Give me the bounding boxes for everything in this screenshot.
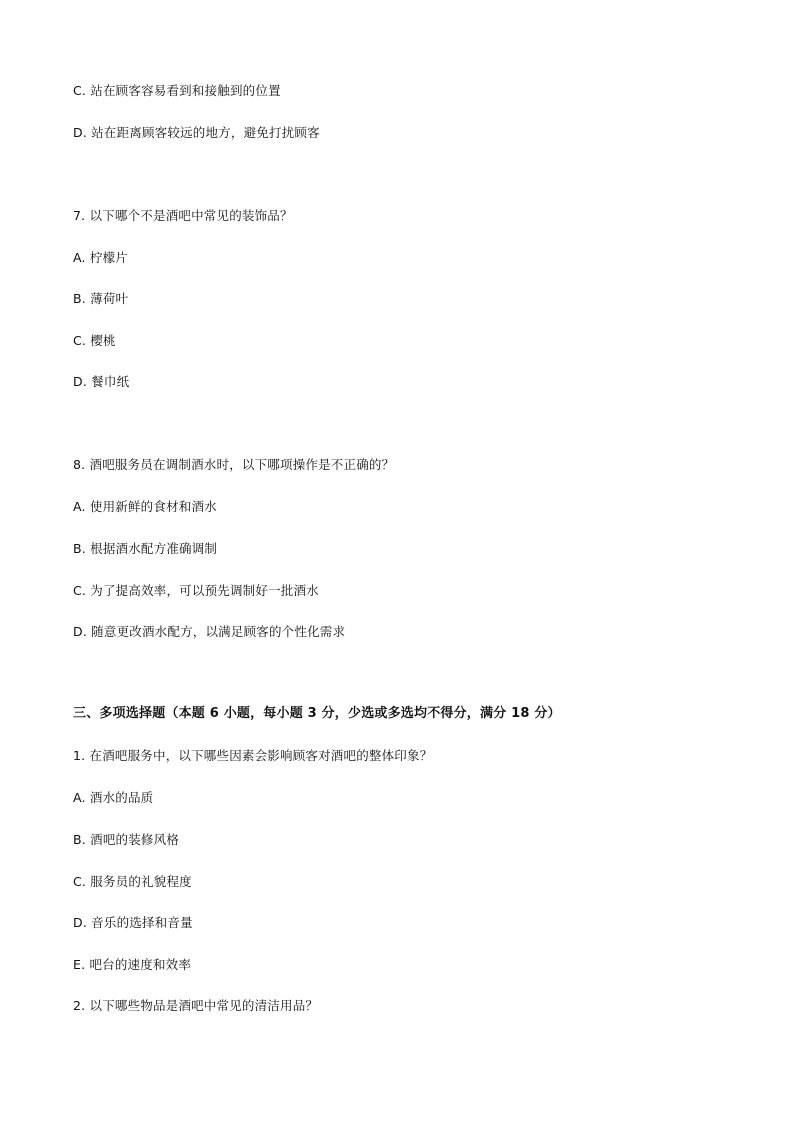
section-heading-multiple-choice: 三、多项选择题（本题 6 小题，每小题 3 分，少选或多选均不得分，满分 18 分） <box>73 706 561 721</box>
q7-option-d: D. 餐巾纸 <box>73 374 130 389</box>
q7-option-c: C. 樱桃 <box>73 333 116 348</box>
mc1-question: 1. 在酒吧服务中，以下哪些因素会影响顾客对酒吧的整体印象？ <box>73 748 433 763</box>
mc1-option-b: B. 酒吧的装修风格 <box>73 832 180 847</box>
q8-option-d: D. 随意更改酒水配方，以满足顾客的个性化需求 <box>73 624 346 639</box>
q8-option-a: A. 使用新鲜的食材和酒水 <box>73 499 217 514</box>
mc2-question: 2. 以下哪些物品是酒吧中常见的清洁用品？ <box>73 998 319 1013</box>
mc1-option-a: A. 酒水的品质 <box>73 790 154 805</box>
q7-question: 7. 以下哪个不是酒吧中常见的装饰品？ <box>73 208 293 223</box>
q6-option-d: D. 站在距离顾客较远的地方，避免打扰顾客 <box>73 125 320 140</box>
q8-question: 8. 酒吧服务员在调制酒水时，以下哪项操作是不正确的？ <box>73 457 395 472</box>
mc1-option-d: D. 音乐的选择和音量 <box>73 915 193 930</box>
mc1-option-e: E. 吧台的速度和效率 <box>73 957 192 972</box>
q6-option-c: C. 站在顾客容易看到和接触到的位置 <box>73 83 281 98</box>
q7-option-a: A. 柠檬片 <box>73 250 128 265</box>
q8-option-b: B. 根据酒水配方准确调制 <box>73 541 218 556</box>
mc1-option-c: C. 服务员的礼貌程度 <box>73 874 192 889</box>
q7-option-b: B. 薄荷叶 <box>73 291 129 306</box>
q8-option-c: C. 为了提高效率，可以预先调制好一批酒水 <box>73 583 319 598</box>
